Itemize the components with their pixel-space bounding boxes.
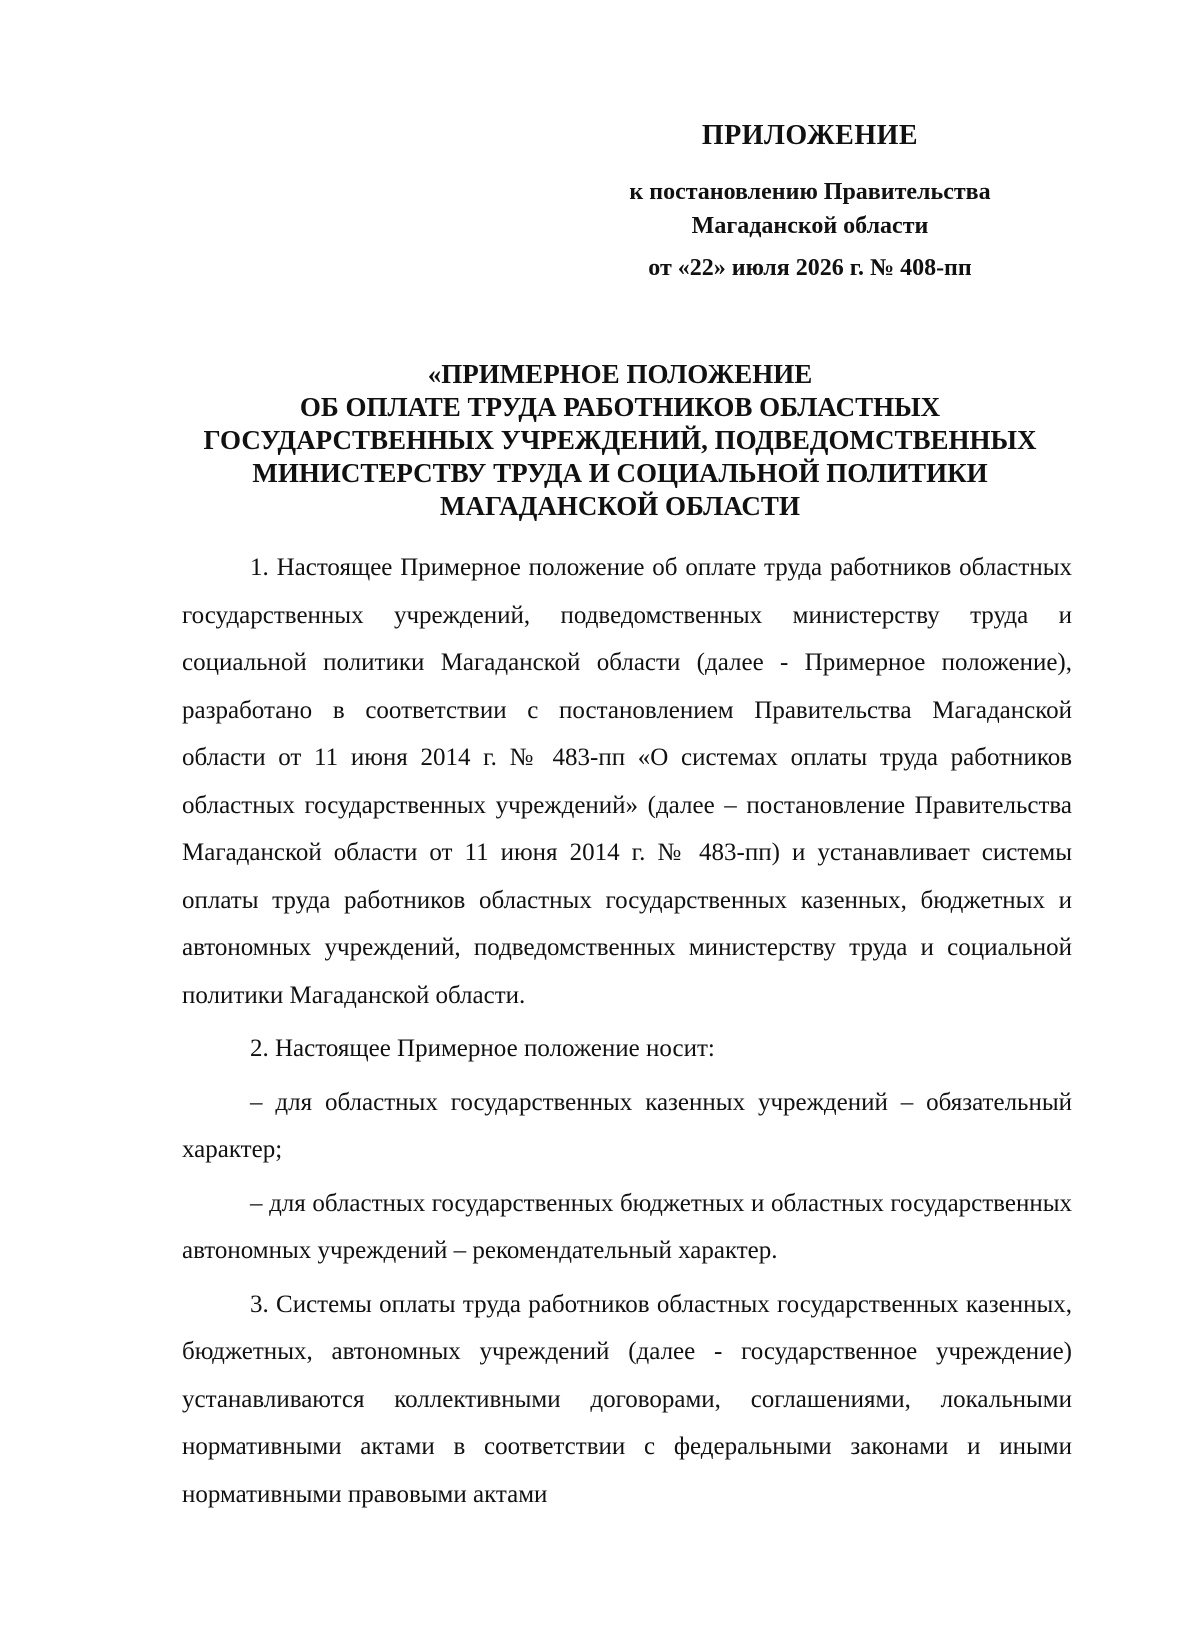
document-title-line-5: МАГАДАНСКОЙ ОБЛАСТИ bbox=[440, 491, 800, 521]
paragraph-2: 2. Настоящее Примерное положение носит: bbox=[250, 1035, 715, 1062]
document-title-line-3: ГОСУДАРСТВЕННЫХ УЧРЕЖДЕНИЙ, ПОДВЕДОМСТВЕННЫХ bbox=[203, 425, 1037, 455]
paragraph-1: 1. Настоящее Примерное положение об оплате труда работников областных государственных учреждений, подведомственных министерству труда и социальной политики Магаданской области (далее - Примерное положение), разработано в соответствии с постановлением Правительства Магаданской области от 11 июня 2014 г. № 483-пп «О системах оплаты труда работников областных государственных учреждений» (далее – постановление Правительства Магаданской области от 11 июня 2014 г. № 483-пп) и устанавливает системы оплаты труда работников областных государственных казенных, бюджетных и автономных учреждений, подведомственных министерству труда и социальной политики Магаданской области. bbox=[182, 554, 1072, 1009]
appendix-date: от «22» июля 2026 г. № 408-пп bbox=[648, 255, 972, 281]
document-title-line-4: МИНИСТЕРСТВУ ТРУДА И СОЦИАЛЬНОЙ ПОЛИТИКИ bbox=[252, 458, 988, 488]
appendix-title: ПРИЛОЖЕНИЕ bbox=[701, 120, 919, 151]
document-body bbox=[182, 544, 1072, 1518]
appendix-reference-line-2: Магаданской области bbox=[691, 213, 929, 239]
appendix-reference-line-1: к постановлению Правительства bbox=[629, 179, 991, 205]
document-title-line-2: ОБ ОПЛАТЕ ТРУДА РАБОТНИКОВ ОБЛАСТНЫХ bbox=[299, 392, 941, 422]
document-title bbox=[180, 358, 1060, 523]
paragraph-3: 3. Системы оплаты труда работников областных государственных казенных, бюджетных, автономных учреждений (далее - государственное учреждение) устанавливаются коллективными договорами, соглашениями, локальными нормативными актами в соответствии с федеральными законами и иными нормативными правовыми актами bbox=[182, 1290, 1072, 1508]
paragraph-2-item-2: – для областных государственных бюджетных и областных государственных автономных учреждений – рекомендательный характер. bbox=[182, 1189, 1072, 1264]
paragraph-2-item-1: – для областных государственных казенных учреждений – обязательный характер; bbox=[182, 1088, 1072, 1163]
appendix-reference bbox=[580, 175, 1040, 243]
document-title-line-1: «ПРИМЕРНОЕ ПОЛОЖЕНИЕ bbox=[427, 359, 813, 389]
